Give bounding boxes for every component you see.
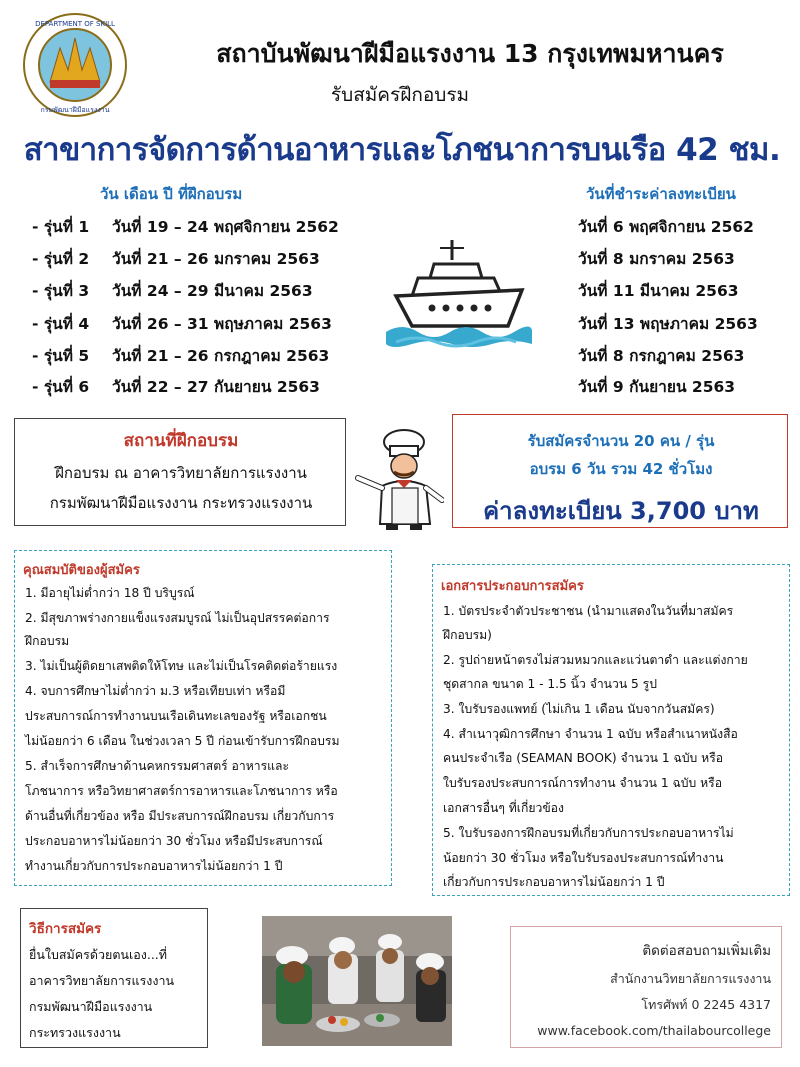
round-payment-date: วันที่ 11 มีนาคม 2563 <box>578 282 739 300</box>
qualification-line: ไม่น้อยกว่า 6 เดือน ในช่วงเวลา 5 ปี ก่อนเข้ารับการฝึกอบรม <box>25 734 340 748</box>
qualification-line: 5. สำเร็จการศึกษาด้านคหกรรมศาสตร์ อาหารและ <box>25 759 289 773</box>
qualification-line: ทำงานเกี่ยวกับการประกอบอาหารไม่น้อยกว่า 1 ปี <box>25 859 283 873</box>
contact-website-link[interactable]: www.facebook.com/thailabourcollege <box>537 1023 771 1038</box>
contact-organization: สำนักงานวิทยาลัยการแรงงาน <box>610 971 771 986</box>
documents-box <box>432 564 790 896</box>
qualification-line: ประสบการณ์การทำงานบนเรือเดินทะเลของรัฐ หรือเอกชน <box>25 709 327 723</box>
registration-fee: ค่าลงทะเบียน 3,700 บาท <box>483 497 759 525</box>
recruitment-subtitle: รับสมัครฝึกอบรม <box>330 84 470 106</box>
round-label: - รุ่นที่ 5 <box>32 347 90 365</box>
document-line: 3. ใบรับรองแพทย์ (ไม่เกิน 1 เดือน นับจากวันสมัคร) <box>443 702 715 716</box>
venue-line: ฝึกอบรม ณ อาคารวิทยาลัยการแรงงาน <box>55 464 307 482</box>
qualification-line: โภชนาการ หรือวิทยาศาสตร์การอาหารและโภชนาการ หรือ <box>25 784 338 798</box>
registration-capacity: รับสมัครจำนวน 20 คน / รุ่น <box>527 432 715 450</box>
course-title: สาขาการจัดการด้านอาหารและโภชนาการบนเรือ 42 ชม. <box>23 132 781 168</box>
venue-title: สถานที่ฝึกอบรม <box>123 431 239 451</box>
cruise-ship-illustration <box>382 234 532 352</box>
venue-line: กรมพัฒนาฝีมือแรงงาน กระทรวงแรงงาน <box>49 494 313 512</box>
qualifications-title: คุณสมบัติของผู้สมัคร <box>23 563 140 578</box>
how-to-apply-line: อาคารวิทยาลัยการแรงงาน <box>29 973 175 988</box>
chef-illustration <box>352 428 444 532</box>
document-line: 1. บัตรประจำตัวประชาชน (นำมาแสดงในวันที่มาสมัคร <box>443 604 734 618</box>
venue-box <box>14 418 346 526</box>
document-line: 5. ใบรับรองการฝึกอบรมที่เกี่ยวกับการประกอบอาหารไม่ <box>443 826 734 840</box>
how-to-apply-line: กรมพัฒนาฝีมือแรงงาน <box>29 999 153 1014</box>
round-dates: วันที่ 21 – 26 กรกฎาคม 2563 <box>112 347 330 365</box>
documents-title: เอกสารประกอบการสมัคร <box>441 579 584 594</box>
round-label: - รุ่นที่ 2 <box>32 250 90 268</box>
round-label: - รุ่นที่ 3 <box>32 282 90 300</box>
qualification-line: 3. ไม่เป็นผู้ติดยาเสพติดให้โทษ และไม่เป็นโรคติดต่อร้ายแรง <box>25 659 338 673</box>
institute-name: สถาบันพัฒนาฝีมือแรงงาน 13 กรุงเทพมหานคร <box>216 39 724 68</box>
training-dates-heading: วัน เดือน ปี ที่ฝึกอบรม <box>100 185 243 203</box>
payment-dates-heading: วันที่ชำระค่าลงทะเบียน <box>586 185 736 203</box>
svg-text:DEPARTMENT OF SKILL: DEPARTMENT OF SKILL <box>35 20 115 28</box>
document-line: 4. สำเนาวุฒิการศึกษา จำนวน 1 ฉบับ หรือสำเนาหนังสือ <box>443 727 738 741</box>
round-dates: วันที่ 26 – 31 พฤษภาคม 2563 <box>112 315 332 333</box>
round-dates: วันที่ 21 – 26 มกราคม 2563 <box>112 250 320 268</box>
round-dates: วันที่ 22 – 27 กันยายน 2563 <box>112 378 320 396</box>
round-payment-date: วันที่ 8 มกราคม 2563 <box>578 250 735 268</box>
document-line: เอกสารอื่นๆ ที่เกี่ยวข้อง <box>443 801 564 815</box>
svg-text:กรมพัฒนาฝีมือแรงงาน: กรมพัฒนาฝีมือแรงงาน <box>40 106 110 114</box>
contact-title: ติดต่อสอบถามเพิ่มเติม <box>642 943 771 959</box>
round-payment-date: วันที่ 13 พฤษภาคม 2563 <box>578 315 758 333</box>
how-to-apply-box <box>20 908 208 1048</box>
qualification-line: ด้านอื่นที่เกี่ยวข้อง หรือ มีประสบการณ์ฝึกอบรม เกี่ยวกับการ <box>25 809 335 823</box>
document-line: น้อยกว่า 30 ชั่วโมง หรือใบรับรองประสบการณ์ทำงาน <box>443 851 724 865</box>
document-line: ใบรับรองประสบการณ์การทำงาน จำนวน 1 ฉบับ หรือ <box>443 776 723 790</box>
document-line: ชุดสากล ขนาด 1 - 1.5 นิ้ว จำนวน 5 รูป <box>443 677 657 691</box>
contact-phone: โทรศัพท์ 0 2245 4317 <box>641 997 771 1012</box>
round-label: - รุ่นที่ 4 <box>32 315 90 333</box>
registration-box <box>452 414 788 528</box>
round-label: - รุ่นที่ 1 <box>32 218 90 236</box>
how-to-apply-line: กระทรวงแรงงาน <box>29 1025 121 1040</box>
qualification-line: 1. มีอายุไม่ต่ำกว่า 18 ปี บริบูรณ์ <box>25 586 195 600</box>
round-payment-date: วันที่ 9 กันยายน 2563 <box>578 378 736 396</box>
qualification-line: ประกอบอาหารไม่น้อยกว่า 30 ชั่วโมง หรือมีประสบการณ์ <box>25 834 323 848</box>
qualification-line: 4. จบการศึกษาไม่ต่ำกว่า ม.3 หรือเทียบเท่า หรือมี <box>25 684 286 698</box>
round-dates: วันที่ 24 – 29 มีนาคม 2563 <box>112 282 313 300</box>
document-line: ฝึกอบรม) <box>443 628 492 642</box>
kitchen-training-photo <box>262 916 452 1046</box>
qualification-line: ฝึกอบรม <box>25 634 70 648</box>
round-payment-date: วันที่ 6 พฤศจิกายน 2562 <box>578 218 754 236</box>
document-line: คนประจำเรือ (SEAMAN BOOK) จำนวน 1 ฉบับ หรือ <box>443 751 724 765</box>
how-to-apply-title: วิธีการสมัคร <box>29 921 102 937</box>
document-line: 2. รูปถ่ายหน้าตรงไม่สวมหมวกและแว่นตาดำ และแต่งกาย <box>443 653 748 667</box>
round-payment-date: วันที่ 8 กรกฎาคม 2563 <box>578 347 745 365</box>
how-to-apply-line: ยื่นใบสมัครด้วยตนเอง...ที่ <box>29 947 168 962</box>
round-label: - รุ่นที่ 6 <box>32 378 90 396</box>
contact-box <box>510 926 782 1048</box>
document-line: เกี่ยวกับการประกอบอาหารไม่น้อยกว่า 1 ปี <box>443 875 665 889</box>
qualification-line: 2. มีสุขภาพร่างกายแข็งแรงสมบูรณ์ ไม่เป็นอุปสรรคต่อการ <box>25 611 330 625</box>
round-dates: วันที่ 19 – 24 พฤศจิกายน 2562 <box>112 218 339 236</box>
qualifications-box <box>14 550 392 886</box>
registration-duration: อบรม 6 วัน รวม 42 ชั่วโมง <box>529 460 713 478</box>
